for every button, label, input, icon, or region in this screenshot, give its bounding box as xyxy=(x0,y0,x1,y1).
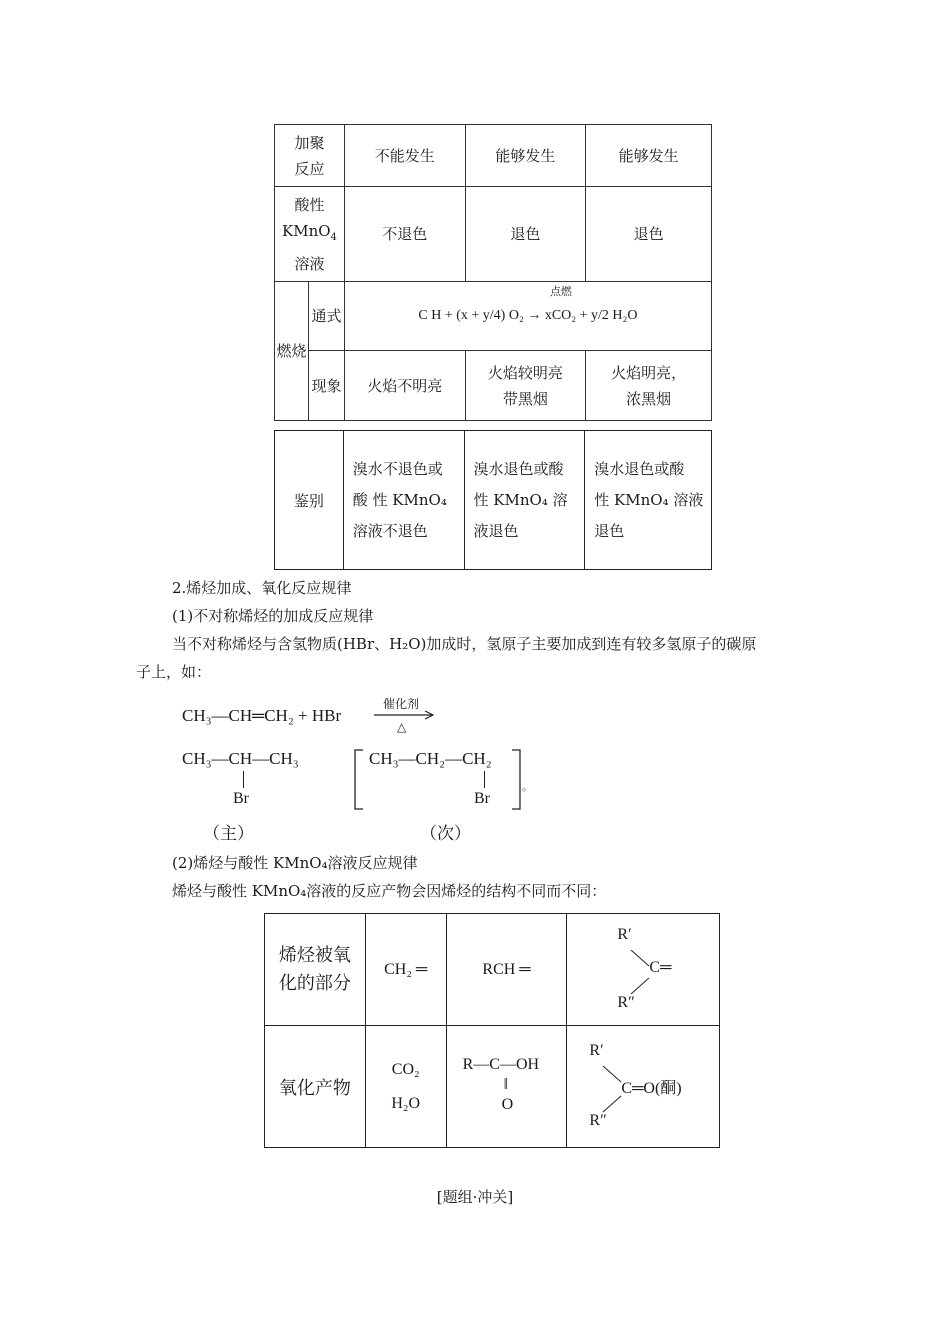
table-row xyxy=(275,351,712,421)
cell: 溴水不退色或 酸 性 KMnO₄ 溶液不退色 xyxy=(343,431,464,570)
minor-product-br: Br xyxy=(474,790,490,807)
row-label-identification: 鉴别 xyxy=(275,431,344,570)
cell: CH₂ ═ xyxy=(365,914,446,1026)
cell: 不退色 xyxy=(344,187,465,282)
subheading-addition: (1)不对称烯烃的加成反应规律 xyxy=(172,607,374,625)
subheading-oxidation: (2)烯烃与酸性 KMnO₄溶液反应规律 xyxy=(172,854,418,872)
paragraph: 子上，如： xyxy=(136,663,212,681)
formula-condition: 点燃 xyxy=(549,285,572,298)
row-label-combustion: 燃烧 xyxy=(275,282,309,421)
minor-label: （次） xyxy=(420,824,471,844)
table-row xyxy=(275,125,712,187)
footer-label: [题组·冲关] xyxy=(436,1188,514,1206)
reaction-heat: △ xyxy=(397,720,407,734)
comparison-table-identification xyxy=(274,430,712,570)
minor-product-formula: CH₃—CH₂—CH₂ xyxy=(369,749,492,768)
cell: R—C—OH ‖ O xyxy=(446,1026,567,1148)
table-row xyxy=(275,431,712,570)
table-row xyxy=(265,1026,720,1148)
cell: 不能发生 xyxy=(344,125,465,187)
end-mark: 。 xyxy=(522,780,533,793)
reaction-reactants: CH₃—CH═CH₂ + HBr xyxy=(182,706,342,725)
row-label-kmno4: 酸性 KMnO$_4$ 溶液 xyxy=(275,187,345,282)
cell: 溴水退色或酸 性 KMnO₄ 溶液 退色 xyxy=(585,431,712,570)
row-label-addition-polymerization: 加聚 反应 xyxy=(275,125,345,187)
table-row xyxy=(275,282,712,351)
cell: 火焰较明亮 带黑烟 xyxy=(465,351,586,421)
cell: R′ C═O(酮) R″ xyxy=(567,1026,720,1148)
cell: 退色 xyxy=(586,187,712,282)
right-bracket xyxy=(510,749,522,811)
cell: 退色 xyxy=(465,187,586,282)
row-label-oxidized-part: 烯烃被氧 化的部分 xyxy=(265,914,366,1026)
major-label: （主） xyxy=(203,824,254,844)
cell: CO₂ H₂O xyxy=(365,1026,446,1148)
oxidation-products-table xyxy=(264,913,720,1148)
row-label-oxidation-product: 氧化产物 xyxy=(265,1026,366,1148)
sub-label-phenomenon: 现象 xyxy=(308,351,344,421)
cell: 溴水退色或酸 性 KMnO₄ 溶 液退色 xyxy=(464,431,585,570)
section-heading: 2.烯烃加成、氧化反应规律 xyxy=(172,579,352,597)
cell: 火焰不明亮 xyxy=(344,351,465,421)
sub-label-formula: 通式 xyxy=(308,282,344,351)
left-bracket xyxy=(353,749,365,811)
cell: RCH ═ xyxy=(446,914,567,1026)
cell: 火焰明亮， 浓黑烟 xyxy=(586,351,712,421)
comparison-table-upper xyxy=(274,124,712,421)
cell: 能够发生 xyxy=(586,125,712,187)
table-row xyxy=(265,914,720,1026)
combustion-formula: C H + (x + y/4) O₂ → xCO₂ + y/2 H₂O 点燃 xyxy=(344,282,711,351)
table-row xyxy=(275,187,712,282)
bond-line xyxy=(484,771,485,788)
reaction-catalyst: 催化剂 xyxy=(383,697,420,711)
paragraph: 烯烃与酸性 KMnO₄溶液的反应产物会因烯烃的结构不同而不同： xyxy=(172,882,607,900)
major-product-br: Br xyxy=(233,790,249,807)
cell: R′ C═ R″ xyxy=(567,914,720,1026)
bond-line xyxy=(243,771,244,788)
paragraph: 当不对称烯烃与含氢物质(HBr、H₂O)加成时，氢原子主要加成到连有较多氢原子的碳原 xyxy=(172,635,757,653)
cell: 能够发生 xyxy=(465,125,586,187)
major-product-formula: CH₃—CH—CH₃ xyxy=(182,749,299,768)
